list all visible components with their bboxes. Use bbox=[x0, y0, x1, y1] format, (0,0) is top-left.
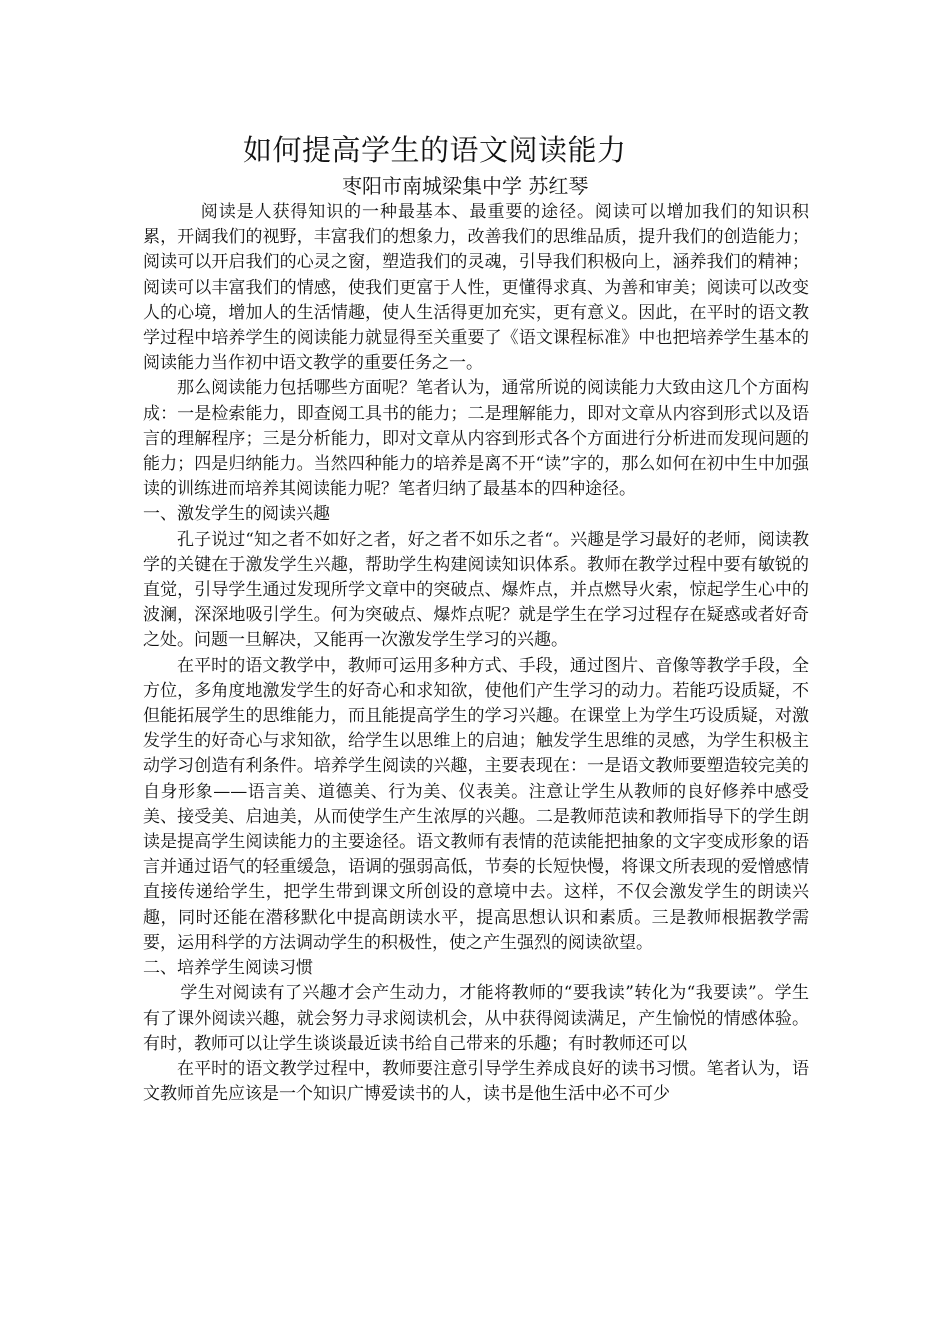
section-heading-habits: 二、培养学生阅读习惯 bbox=[143, 958, 313, 979]
paragraph-intro: 阅读是人获得知识的一种最基本、最重要的途径。阅读可以增加我们的知识积累，开阔我们的视野，丰富我们的想象力，改善我们的思维品质，提升我们的创造能力；阅读可以开启我们的心灵之窗，塑造我们的灵魂，引导我们积极向上，涵养我们的精神；阅读可以丰富我们的情感，使我们更富于人性，更懂得求真、为善和审美；阅读可以改变人的心境，增加人的生活情趣，使人生活得更加充实，更有意义。因此，在平时的语文教学过程中培养学生的阅读能力就显得至关重要了《语文课程标准》中也把培养学生基本的阅读能力当作初中语文教学的重要任务之一。 bbox=[143, 202, 809, 374]
document-body bbox=[143, 200, 809, 1107]
paragraph-motivation: 学生对阅读有了兴趣才会产生动力，才能将教师的“要我读”转化为“我要读”。学生有了课外阅读兴趣，就会努力寻求阅读机会，从中获得阅读满足，产生愉悦的情感体验。有时，教师可以让学生谈谈最近读书给自己带来的乐趣；有时教师还可以 bbox=[143, 983, 809, 1054]
document-author: 枣阳市南城梁集中学 苏红琴 bbox=[342, 174, 589, 198]
document-title: 如何提高学生的语文阅读能力 bbox=[243, 133, 627, 167]
paragraph-reading-habits: 在平时的语文教学过程中，教师要注意引导学生养成良好的读书习惯。笔者认为，语文教师首先应该是一个知识广博爱读书的人，读书是他生活中必不可少 bbox=[143, 1058, 809, 1105]
paragraph-confucius: 孔子说过“知之者不如好之者，好之者不如乐之者“。兴趣是学习最好的老师，阅读教学的关键在于激发学生兴趣，帮助学生构建阅读知识体系。教师在教学过程中要有敏锐的直觉，引导学生通过发现所学文章中的突破点、爆炸点，并点燃导火索，惊起学生心中的波澜，深深地吸引学生。何为突破点、爆炸点呢？就是学生在学习过程存在疑惑或者好奇之处。问题一旦解决，又能再一次激发学生学习的兴趣。 bbox=[143, 529, 809, 651]
paragraph-reading-abilities: 那么阅读能力包括哪些方面呢？笔者认为，通常所说的阅读能力大致由这几个方面构成：一是检索能力，即查阅工具书的能力；二是理解能力，即对文章从内容到形式以及语言的理解程序；三是分析能力，即对文章从内容到形式各个方面进行分析进而发现问题的能力；四是归纳能力。当然四种能力的培养是离不开“读”字的，那么如何在初中生中加强读的训练进而培养其阅读能力呢？笔者归纳了最基本的四种途径。 bbox=[143, 378, 809, 500]
section-heading-interest: 一、激发学生的阅读兴趣 bbox=[143, 504, 330, 525]
paragraph-teaching-methods: 在平时的语文教学中，教师可运用多种方式、手段，通过图片、音像等教学手段，全方位，多角度地激发学生的好奇心和求知欲，使他们产生学习的动力。若能巧设质疑，不但能拓展学生的思维能力，而且能提高学生的学习兴趣。在课堂上为学生巧设质疑，对激发学生的好奇心与求知欲，给学生以思维上的启迪；触发学生思维的灵感，为学生积极主动学习创造有利条件。培养学生阅读的兴趣，主要表现在：一是语文教师要塑造较完美的自身形象——语言美、道德美、行为美、仪表美。注意让学生从教师的良好修养中感受美、接受美、启迪美，从而使学生产生浓厚的兴趣。二是教师范读和教师指导下的学生朗读是提高学生阅读能力的主要途径。语文教师有表情的范读能把抽象的文字变成形象的语言并通过语气的轻重缓急，语调的强弱高低，节奏的长短快慢，将课文所表现的爱憎感情直接传递给学生，把学生带到课文所创设的意境中去。这样，不仅会激发学生的朗读兴趣，同时还能在潜移默化中提高朗读水平，提高思想认识和素质。三是教师根据教学需要，运用科学的方法调动学生的积极性，使之产生强烈的阅读欲望。 bbox=[143, 655, 809, 953]
